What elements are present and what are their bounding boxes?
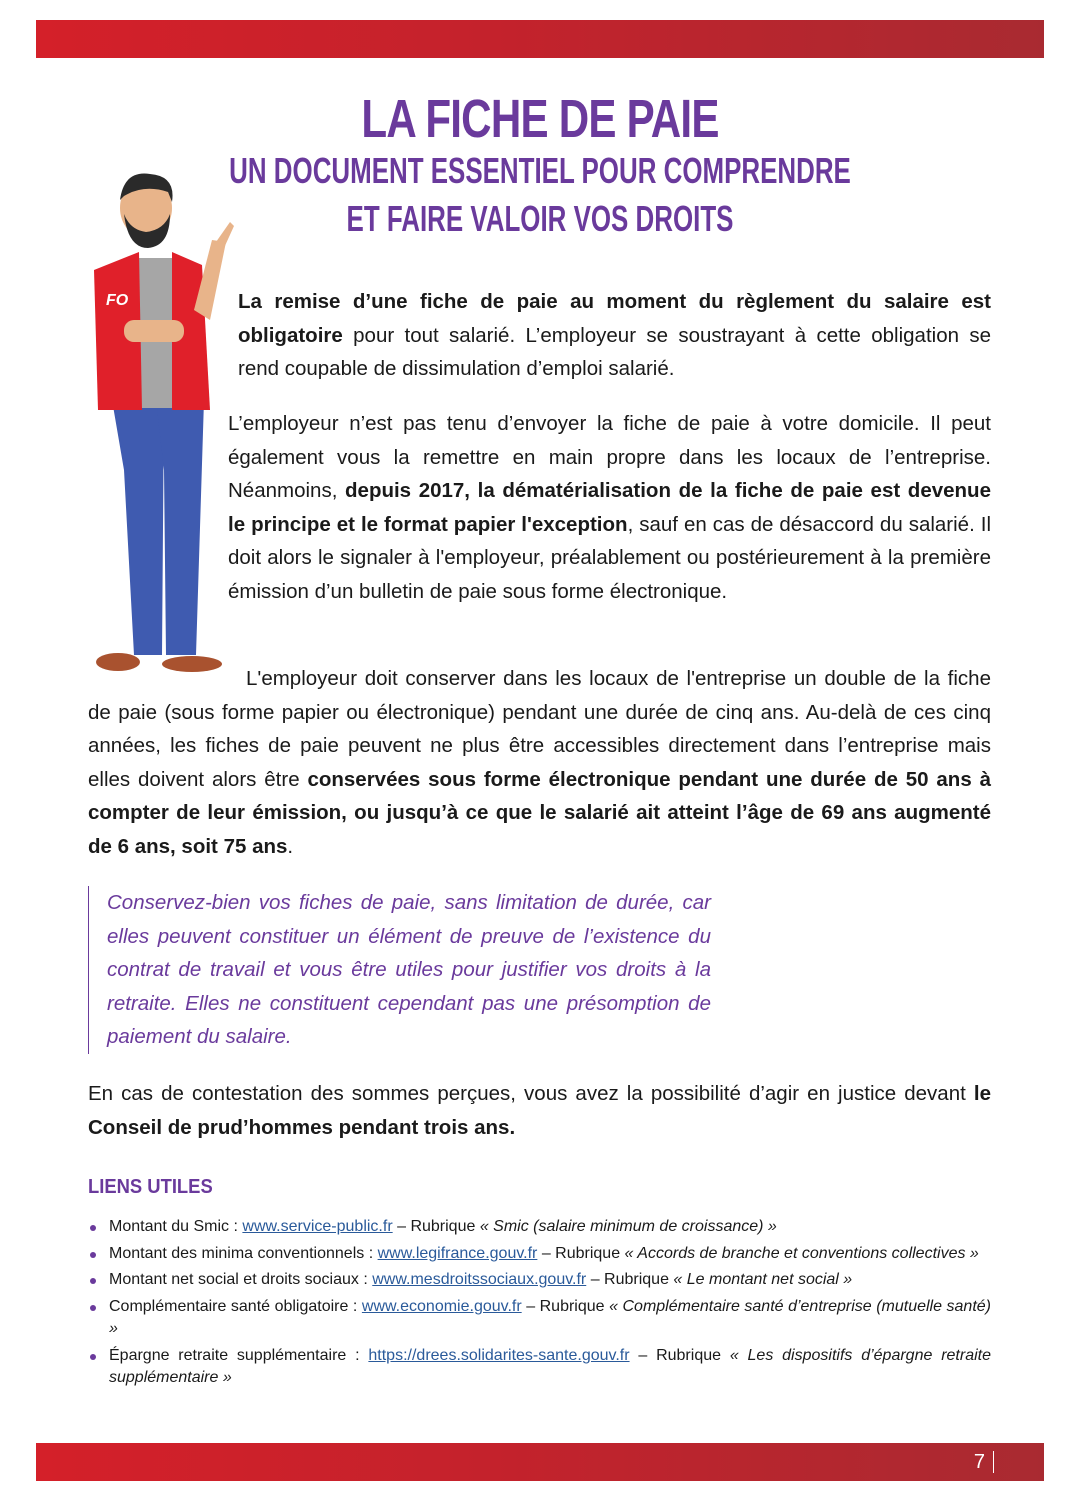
paragraph-dematerialisation: L’employeur n’est pas tenu d’envoyer la fiche de paie à votre domicile. Il peut également vous la remettre en main propre dans les locaux de l’entreprise. Néanmoins, depuis 2017, la dématérialisation de la fiche de paie est devenue le principe et le format papier l'exception, sauf en cas de désaccord du salarié. Il doit alors le signaler à l'employeur, préalablement ou postérieurement à la première émission d’un bulletin de paie sous forme électronique. <box>228 412 992 603</box>
advice-quote: Conservez-bien vos fiches de paie, sans limitation de durée, car elles peuvent constituer un élément de preuve de l’existence du contrat de travail et vous être utiles pour justifier vos droits à la retraite. Elles ne constituent cependant pas une présomption de paiement du salaire. <box>88 886 711 1054</box>
paragraph-contestation: En cas de contestation des sommes perçues, vous avez la possibilité d’agir en justice devant le Conseil de prud’hommes pendant trois ans. <box>88 1082 991 1139</box>
link-legifrance[interactable]: www.legifrance.gouv.fr <box>377 1244 538 1262</box>
list-item: Épargne retraite supplémentaire : https://drees.solidarites-sante.gouv.fr – Rubrique « Les dispositifs d’épargne retraite supplémentaire » <box>88 1345 991 1390</box>
list-item: Montant des minima conventionnels : www.legifrance.gouv.fr – Rubrique « Accords de branche et conventions collectives » <box>88 1243 991 1266</box>
page-title: LA FICHE DE PAIE <box>361 89 719 149</box>
fo-mascot-illustration <box>84 170 244 680</box>
link-service-public[interactable]: www.service-public.fr <box>242 1218 393 1235</box>
link-drees[interactable]: https://drees.solidarites-sante.gouv.fr <box>368 1346 630 1364</box>
useful-links-heading: LIENS UTILES <box>88 1176 213 1198</box>
list-item: Montant net social et droits sociaux : www.mesdroitssociaux.gouv.fr – Rubrique « Le montant net social » <box>88 1269 991 1292</box>
link-mesdroitssociaux[interactable]: www.mesdroitssociaux.gouv.fr <box>372 1271 587 1288</box>
paragraph-obligation: La remise d’une fiche de paie au moment du règlement du salaire est obligatoire pour tout salarié. L’employeur se soustrayant à cette obligation se rend coupable de dissimulation d’emploi salarié. <box>238 290 991 380</box>
useful-links-list <box>88 1216 991 1394</box>
list-item: Montant du Smic : www.service-public.fr – Rubrique « Smic (salaire minimum de croissance) » <box>88 1216 991 1239</box>
page-subtitle-line2: ET FAIRE VALOIR VOS DROITS <box>346 198 734 239</box>
svg-text:FO: FO <box>106 292 129 309</box>
page-number: 7 <box>974 1451 994 1473</box>
page-subtitle-line1: UN DOCUMENT ESSENTIEL POUR COMPRENDRE <box>229 150 851 191</box>
paragraph-conservation: L'employeur doit conserver dans les locaux de l'entreprise un double de la fiche de paie (sous forme papier ou électronique) pendant une durée de cinq ans. Au-delà de ces cinq années, les fiches de paie peuvent ne plus être accessibles directement dans l’entreprise mais elles doivent alors être conservées sous forme électronique pendant une durée de 50 ans à compter de leur émission, ou jusqu’à ce que le salarié ait atteint l’âge de 69 ans augmenté de 6 ans, soit 75 ans. <box>88 667 991 858</box>
bottom-red-band <box>36 1443 1044 1481</box>
list-item: Complémentaire santé obligatoire : www.economie.gouv.fr – Rubrique « Complémentaire santé d’entreprise (mutuelle santé) » <box>88 1296 991 1341</box>
link-economie[interactable]: www.economie.gouv.fr <box>361 1297 522 1315</box>
top-red-band <box>36 20 1044 58</box>
